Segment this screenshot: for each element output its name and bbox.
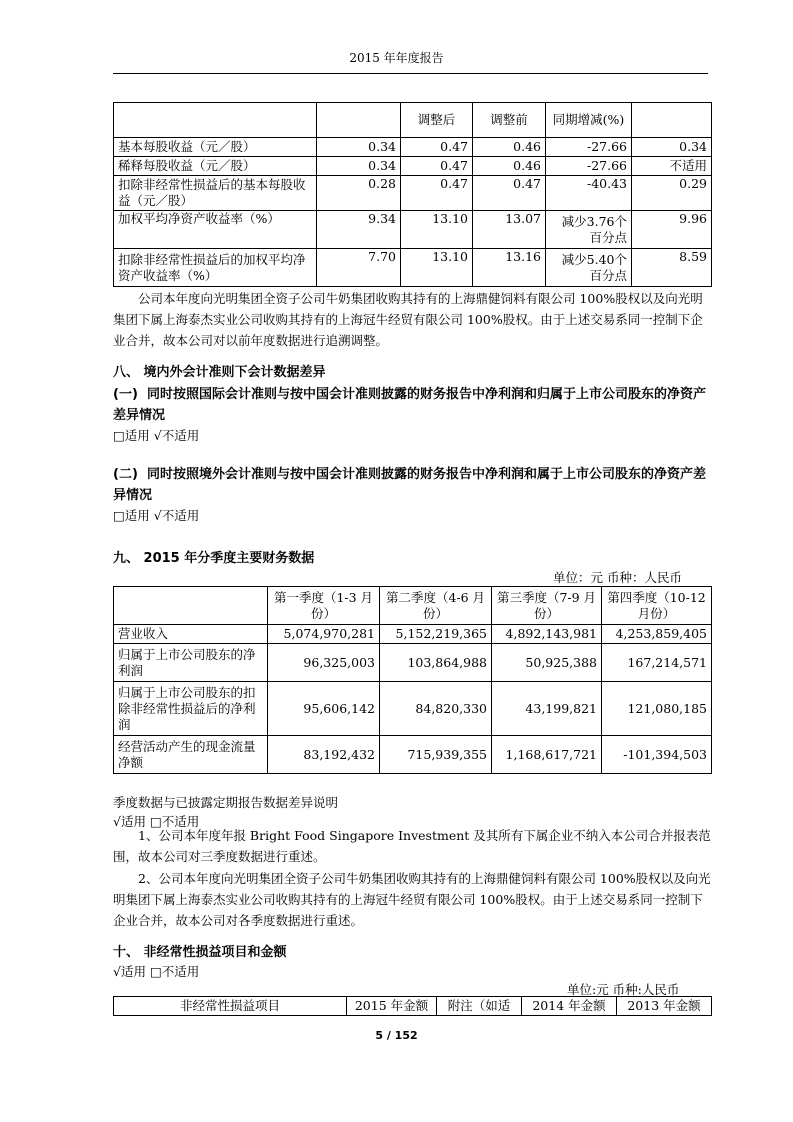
- table-row: 稀释每股收益（元／股） 0.34 0.47 0.46 -27.66 不适用: [114, 157, 712, 176]
- per-share-table: [113, 102, 712, 287]
- table-row: 营业收入 5,074,970,281 5,152,219,365 4,892,143,981 4,253,859,405: [114, 625, 712, 644]
- table-row: 归属于上市公司股东的净利润 96,325,003 103,864,988 50,925,388 167,214,571: [114, 644, 712, 682]
- diff-paragraph-2: 2、公司本年度向光明集团全资子公司牛奶集团收购其持有的上海鼎健饲料有限公司 100%股权以及向光明集团下属上海泰杰实业公司收购其持有的上海冠牛经贸有限公司 100%股权。由于上述交易系同一控制下企业合并，故本公司对各季度数据进行重述。: [113, 871, 711, 928]
- diff-title: 季度数据与已披露定期报告数据差异说明: [113, 795, 339, 810]
- header-rule: [113, 73, 708, 74]
- section-10-check: √适用 □不适用: [113, 964, 200, 979]
- unit-label: 单位：元 币种：人民币: [553, 570, 682, 585]
- page-header: 2015 年年度报告: [349, 51, 444, 65]
- table-header-row: 第一季度（1-3 月份） 第二季度（4-6 月份） 第三季度（7-9 月份） 第四季度（10-12 月份）: [114, 587, 712, 625]
- section-8-sub1-check: □适用 √不适用: [113, 428, 200, 443]
- table-row: 扣除非经常性损益后的基本每股收益（元／股） 0.28 0.47 0.47 -40.43 0.29: [114, 176, 712, 211]
- section-9-title: 九、 2015 年分季度主要财务数据: [113, 551, 315, 566]
- page-number: 5 / 152: [375, 1029, 418, 1042]
- section-8-sub2-check: □适用 √不适用: [113, 508, 200, 523]
- section-8-title: 八、 境内外会计准则下会计数据差异: [113, 365, 326, 380]
- table-row: 加权平均净资产收益率（%） 9.34 13.10 13.07 减少3.76个百分点 9.96: [114, 211, 712, 249]
- table-row: 经营活动产生的现金流量净额 83,192,432 715,939,355 1,168,617,721 -101,394,503: [114, 736, 712, 774]
- quarterly-table: [113, 586, 712, 774]
- diff-paragraph-1: 1、公司本年度年报 Bright Food Singapore Investment 及其所有下属企业不纳入本公司合并报表范围，故本公司对三季度数据进行重述。: [113, 828, 711, 864]
- diff-check: √适用 □不适用: [113, 814, 200, 829]
- section-8-sub2: (二) 同时按照境外会计准则与按中国会计准则披露的财务报告中净利润和属于上市公司股东的净资产差异情况: [113, 467, 707, 503]
- table-header-row: 非经常性损益项目 2015 年金额 附注（如适 2014 年金额 2013 年金额: [114, 997, 712, 1016]
- section-10-title: 十、 非经常性损益项目和金额: [113, 945, 287, 960]
- table-row: 归属于上市公司股东的扣除非经常性损益后的净利润 95,606,142 84,820,330 43,199,821 121,080,185: [114, 682, 712, 736]
- section-8-sub1: (一) 同时按照国际会计准则与按中国会计准则披露的财务报告中净利润和归属于上市公司股东的净资产差异情况: [113, 387, 707, 423]
- table-header-row: 调整后 调整前 同期增减(%): [114, 103, 712, 138]
- non-recurring-table: [113, 996, 712, 1016]
- table-row: 基本每股收益（元／股） 0.34 0.47 0.46 -27.66 0.34: [114, 138, 712, 157]
- unit-label: 单位:元 币种:人民币: [567, 982, 680, 997]
- note-paragraph: 公司本年度向光明集团全资子公司牛奶集团收购其持有的上海鼎健饲料有限公司 100%股权以及向光明集团下属上海泰杰实业公司收购其持有的上海冠牛经贸有限公司 100%股权。由于上述交易系同一控制下企业合并，故本公司对以前年度数据进行追溯调整。: [113, 291, 703, 348]
- table-row: 扣除非经常性损益后的加权平均净资产收益率（%） 7.70 13.10 13.16 减少5.40个百分点 8.59: [114, 249, 712, 287]
